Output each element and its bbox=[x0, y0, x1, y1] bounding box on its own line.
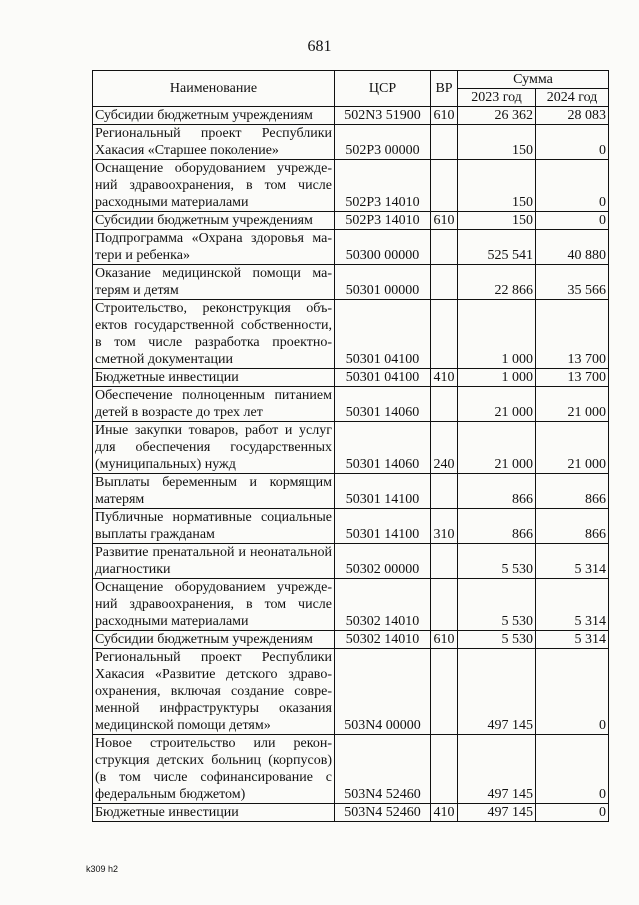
row-csr: 50301 04100 bbox=[335, 300, 431, 369]
row-name: Оснащение оборудованием учреждений здравоохранения, в том числе расходными материалами bbox=[93, 579, 335, 631]
header-year-2024: 2024 год bbox=[536, 89, 609, 107]
table-row bbox=[93, 300, 609, 369]
row-csr: 50300 00000 bbox=[335, 230, 431, 265]
row-amount-2024: 35 566 bbox=[536, 265, 609, 300]
row-amount-2023: 866 bbox=[458, 509, 536, 544]
row-amount-2024: 0 bbox=[536, 804, 609, 822]
row-csr: 502P3 14010 bbox=[335, 212, 431, 230]
row-amount-2023: 866 bbox=[458, 474, 536, 509]
row-name: Региональный проект Республики Хакасия «Развитие детского здравоохранения, включая создание современной инфраструктуры оказания медицинской помощи детям» bbox=[93, 649, 335, 735]
row-csr: 502N3 51900 bbox=[335, 107, 431, 125]
row-csr: 503N4 00000 bbox=[335, 649, 431, 735]
header-csr: ЦСР bbox=[335, 71, 431, 107]
table-row bbox=[93, 422, 609, 474]
row-csr: 50301 04100 bbox=[335, 369, 431, 387]
row-name: Региональный проект Республики Хакасия «Старшее поколение» bbox=[93, 125, 335, 160]
table-row bbox=[93, 107, 609, 125]
row-amount-2024: 40 880 bbox=[536, 230, 609, 265]
row-amount-2023: 150 bbox=[458, 125, 536, 160]
table-row bbox=[93, 579, 609, 631]
row-amount-2023: 22 866 bbox=[458, 265, 536, 300]
row-amount-2023: 21 000 bbox=[458, 387, 536, 422]
row-amount-2024: 0 bbox=[536, 735, 609, 804]
row-amount-2024: 0 bbox=[536, 212, 609, 230]
row-vr bbox=[431, 579, 458, 631]
row-amount-2023: 1 000 bbox=[458, 369, 536, 387]
row-csr: 503N4 52460 bbox=[335, 735, 431, 804]
row-vr bbox=[431, 735, 458, 804]
table-row bbox=[93, 125, 609, 160]
table-row bbox=[93, 160, 609, 212]
row-amount-2024: 21 000 bbox=[536, 387, 609, 422]
row-vr: 610 bbox=[431, 631, 458, 649]
row-vr bbox=[431, 160, 458, 212]
table-row bbox=[93, 544, 609, 579]
table-row bbox=[93, 735, 609, 804]
row-amount-2024: 866 bbox=[536, 474, 609, 509]
row-amount-2023: 21 000 bbox=[458, 422, 536, 474]
row-vr: 410 bbox=[431, 369, 458, 387]
row-name: Оказание медицинской помощи матерям и детям bbox=[93, 265, 335, 300]
row-name: Субсидии бюджетным учреждениям bbox=[93, 631, 335, 649]
row-amount-2024: 13 700 bbox=[536, 300, 609, 369]
page-number: 681 bbox=[307, 38, 332, 55]
row-amount-2024: 0 bbox=[536, 125, 609, 160]
row-vr bbox=[431, 230, 458, 265]
row-name: Иные закупки товаров, работ и услуг для обеспечения государственных (муниципальных) нужд bbox=[93, 422, 335, 474]
row-name: Оснащение оборудованием учреждений здравоохранения, в том числе расходными материалами bbox=[93, 160, 335, 212]
row-name: Строительство, реконструкция объектов государственной собственности, в том числе разработка проектно-сметной документации bbox=[93, 300, 335, 369]
row-name: Выплаты беременным и кормящим матерям bbox=[93, 474, 335, 509]
row-csr: 502P3 14010 bbox=[335, 160, 431, 212]
row-csr: 50301 14060 bbox=[335, 387, 431, 422]
header-vr: ВР bbox=[431, 71, 458, 107]
row-csr: 50302 14010 bbox=[335, 631, 431, 649]
row-amount-2023: 150 bbox=[458, 212, 536, 230]
table-row bbox=[93, 804, 609, 822]
table-row bbox=[93, 509, 609, 544]
header-name: Наименование bbox=[93, 71, 335, 107]
table-body bbox=[93, 107, 609, 822]
row-amount-2024: 0 bbox=[536, 160, 609, 212]
row-amount-2024: 5 314 bbox=[536, 579, 609, 631]
table-row bbox=[93, 265, 609, 300]
row-vr bbox=[431, 125, 458, 160]
row-amount-2023: 525 541 bbox=[458, 230, 536, 265]
row-vr bbox=[431, 265, 458, 300]
table-row bbox=[93, 387, 609, 422]
row-amount-2023: 26 362 bbox=[458, 107, 536, 125]
header-sum: Сумма bbox=[458, 71, 609, 89]
row-name: Подпрограмма «Охрана здоровья матери и ребенка» bbox=[93, 230, 335, 265]
row-amount-2024: 0 bbox=[536, 649, 609, 735]
row-name: Бюджетные инвестиции bbox=[93, 804, 335, 822]
row-amount-2023: 497 145 bbox=[458, 649, 536, 735]
row-vr: 240 bbox=[431, 422, 458, 474]
table-header bbox=[93, 71, 609, 107]
row-amount-2024: 28 083 bbox=[536, 107, 609, 125]
row-name: Развитие пренатальной и неонатальной диагностики bbox=[93, 544, 335, 579]
row-csr: 50301 14100 bbox=[335, 474, 431, 509]
row-amount-2024: 866 bbox=[536, 509, 609, 544]
row-amount-2023: 5 530 bbox=[458, 631, 536, 649]
row-csr: 503N4 52460 bbox=[335, 804, 431, 822]
row-amount-2023: 5 530 bbox=[458, 544, 536, 579]
table-row bbox=[93, 230, 609, 265]
row-amount-2023: 5 530 bbox=[458, 579, 536, 631]
row-csr: 50302 14010 bbox=[335, 579, 431, 631]
row-amount-2024: 13 700 bbox=[536, 369, 609, 387]
row-csr: 50301 00000 bbox=[335, 265, 431, 300]
row-amount-2024: 5 314 bbox=[536, 544, 609, 579]
row-vr bbox=[431, 300, 458, 369]
row-vr: 410 bbox=[431, 804, 458, 822]
row-vr bbox=[431, 649, 458, 735]
row-name: Субсидии бюджетным учреждениям bbox=[93, 212, 335, 230]
row-amount-2023: 150 bbox=[458, 160, 536, 212]
row-amount-2023: 497 145 bbox=[458, 735, 536, 804]
row-vr bbox=[431, 544, 458, 579]
header-year-2023: 2023 год bbox=[458, 89, 536, 107]
row-name: Субсидии бюджетным учреждениям bbox=[93, 107, 335, 125]
row-name: Обеспечение полноценным питанием детей в возрасте до трех лет bbox=[93, 387, 335, 422]
row-vr bbox=[431, 387, 458, 422]
budget-table bbox=[92, 70, 609, 822]
table-row bbox=[93, 212, 609, 230]
row-amount-2024: 5 314 bbox=[536, 631, 609, 649]
row-amount-2023: 497 145 bbox=[458, 804, 536, 822]
row-vr: 610 bbox=[431, 212, 458, 230]
row-vr: 610 bbox=[431, 107, 458, 125]
row-name: Публичные нормативные социальные выплаты гражданам bbox=[93, 509, 335, 544]
row-amount-2024: 21 000 bbox=[536, 422, 609, 474]
row-csr: 50302 00000 bbox=[335, 544, 431, 579]
table-row bbox=[93, 649, 609, 735]
table-row bbox=[93, 631, 609, 649]
row-csr: 502P3 00000 bbox=[335, 125, 431, 160]
row-csr: 50301 14100 bbox=[335, 509, 431, 544]
row-vr bbox=[431, 474, 458, 509]
footer-code: k309 h2 bbox=[86, 864, 119, 874]
table-row bbox=[93, 369, 609, 387]
row-name: Новое строительство или реконструкция детских больниц (корпусов) (в том числе софинансирование с федеральным бюджетом) bbox=[93, 735, 335, 804]
row-csr: 50301 14060 bbox=[335, 422, 431, 474]
row-vr: 310 bbox=[431, 509, 458, 544]
table-row bbox=[93, 474, 609, 509]
row-name: Бюджетные инвестиции bbox=[93, 369, 335, 387]
row-amount-2023: 1 000 bbox=[458, 300, 536, 369]
